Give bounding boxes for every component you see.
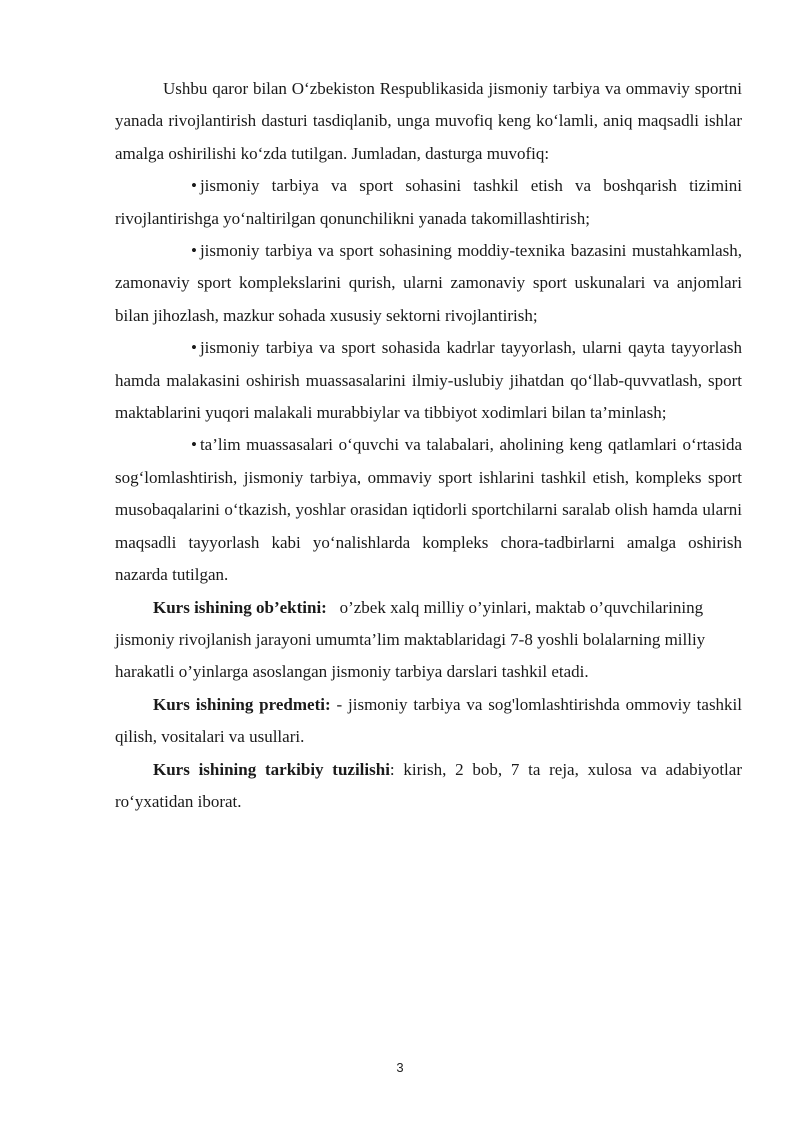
bullet-item (115, 170, 742, 235)
structure-text: : kirish, 2 bob, 7 ta reja, xulosa va adabiyotlar ro‘yxatidan iborat. (115, 759, 742, 811)
bullet-text: jismoniy tarbiya va sport sohasini tashkil etish va boshqarish tizimini rivojlantirishga yo‘naltirilgan qonunchilikni yanada takomillashtirish; (115, 176, 742, 228)
subject-text: - jismoniy tarbiya va sog'lomlashtirishda ommoviy tashkil qilish, vositalari va usullari. (115, 694, 743, 747)
bullet-icon: • (191, 176, 197, 196)
bullet-item (115, 429, 742, 591)
intro-paragraph: Ushbu qaror bilan O‘zbekiston Respublikasida jismoniy tarbiya va ommaviy sportni yanada rivojlantirish dasturi tasdiqlanib, unga muvofiq keng ko‘lamli, aniq maqsadli ishlar amalga oshirilishi ko‘zda tutilgan. Jumladan, dasturga muvofiq: (115, 79, 742, 163)
bullet-icon: • (191, 241, 197, 261)
structure-label: Kurs ishining tarkibiy tuzilishi (153, 759, 390, 779)
object-paragraph (115, 592, 742, 689)
bullet-icon: • (191, 338, 197, 358)
subject-label: Kurs ishining predmeti: (153, 694, 331, 714)
page-number: 3 (396, 1060, 404, 1075)
object-label: Kurs ishining ob’ektini: (153, 597, 327, 617)
bullet-item (115, 332, 742, 429)
document-body (115, 73, 742, 818)
bullet-text: jismoniy tarbiya va sport sohasida kadrlar tayyorlash, ularni qayta tayyorlash hamda malakasini oshirish muassasalarini ilmiy-uslubiy jihatdan qo‘llab-quvvatlash, sport maktablarini yuqori malakali murabbiylar va tibbiyot xodimlari bilan ta’minlash; (115, 338, 742, 423)
object-text: o’zbek xalq milliy o’yinlari, maktab o’quvchilarining jismoniy rivojlanish jarayoni umumta’lim maktablaridagi 7-8 yoshli bolalarning milliy harakatli o’yinlarga asoslangan jismoniy tarbiya darslari tashkil etadi. (115, 597, 706, 682)
bullet-text: jismoniy tarbiya va sport sohasining moddiy-texnika bazasini mustahkamlash, zamonaviy sport komplekslarini qurish, ularni zamonaviy sport uskunalari va anjomlari bilan jihozlash, mazkur sohada xususiy sektorni rivojlantirish; (115, 241, 742, 325)
bullet-text: ta’lim muassasalari o‘quvchi va talabalari, aholining keng qatlamlari o‘rtasida sog‘lomlashtirish, jismoniy tarbiya, ommaviy sport ishlarini tashkil etish, kompleks sport musobaqalarini o‘tkazish, yoshlar orasidan iqtidorli sportchilarni saralab olish hamda ularni maqsadli tayyorlash kabi yo‘nalishlarda kompleks chora-tadbirlarni amalga oshirish nazarda tutilgan. (115, 435, 742, 585)
bullet-item (115, 235, 742, 332)
structure-paragraph (115, 754, 742, 819)
subject-paragraph (115, 689, 742, 754)
bullet-icon: • (191, 435, 197, 455)
